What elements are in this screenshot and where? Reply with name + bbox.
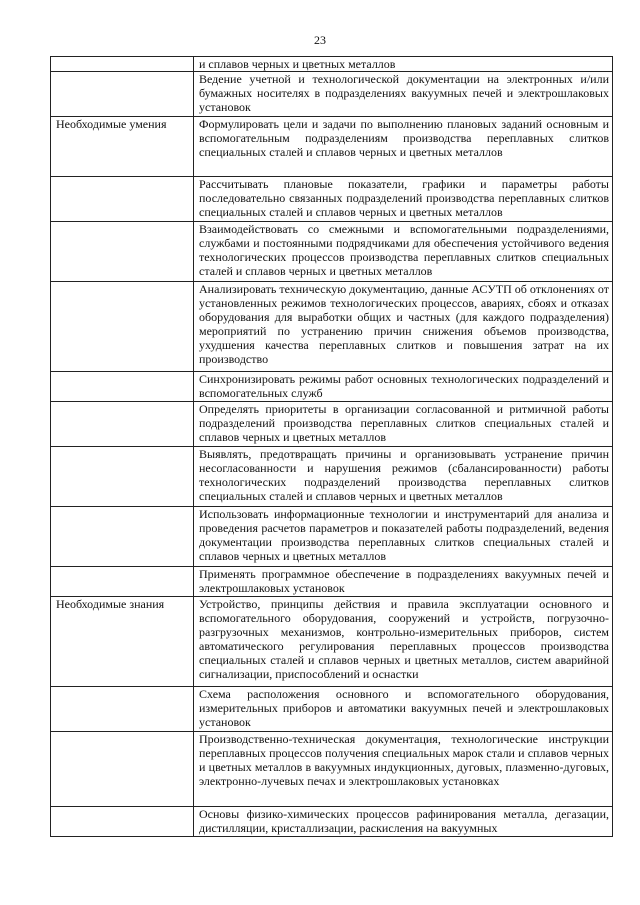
row-text: Основы физико-химических процессов рафинирования металла, дегазации, дистилляции, кристаллизации, раскисления на вакуумных xyxy=(194,807,613,837)
row-label: Необходимые умения xyxy=(51,117,194,177)
row-label xyxy=(51,687,194,732)
row-text: Формулировать цели и задачи по выполнению плановых заданий основным и вспомогательным подразделениям производства переплавных слитков специальных сталей и сплавов черных и цветных металлов xyxy=(194,117,613,177)
row-text: Анализировать техническую документацию, данные АСУТП об отклонениях от установленных режимов технологических процессов, авариях, сбоях и отказах оборудования для выработки общих и частных (для каждого подразделения) мероприятий по устранению причин снижения объемов производства, ухудшения качества переплавных слитков и повышения затрат на их производство xyxy=(194,282,613,372)
row-label xyxy=(51,282,194,372)
table-row xyxy=(51,117,613,177)
row-label xyxy=(51,402,194,447)
table-row xyxy=(51,732,613,807)
row-text: Производственно-техническая документация, технологические инструкции переплавных процессов получения специальных марок стали и сплавов черных и цветных металлов в вакуумных индукционных, дуговых, плазменно-дуговых, электронно-лучевых печах и электрошлаковых установках xyxy=(194,732,613,807)
row-text: Синхронизировать режимы работ основных технологических подразделений и вспомогательных служб xyxy=(194,372,613,402)
page-number: 23 xyxy=(314,33,326,47)
table-row xyxy=(51,807,613,837)
table-row xyxy=(51,447,613,507)
row-text: Использовать информационные технологии и инструментарий для анализа и проведения расчетов параметров и показателей работы подразделений, ведения документации производства переплавных слитков специальных сталей и сплавов черных и цветных металлов xyxy=(194,507,613,567)
row-label xyxy=(51,807,194,837)
table-row xyxy=(51,597,613,687)
row-label xyxy=(51,222,194,282)
table-row xyxy=(51,402,613,447)
row-label xyxy=(51,177,194,222)
table-row xyxy=(51,177,613,222)
table-row xyxy=(51,372,613,402)
row-text: и сплавов черных и цветных металлов xyxy=(194,57,613,72)
row-label xyxy=(51,567,194,597)
row-label xyxy=(51,507,194,567)
table-row xyxy=(51,567,613,597)
row-text: Ведение учетной и технологической документации на электронных и/или бумажных носителях в подразделениях вакуумных печей и электрошлаковых установок xyxy=(194,72,613,117)
table-row xyxy=(51,687,613,732)
row-text: Определять приоритеты в организации согласованной и ритмичной работы подразделений производства переплавных слитков специальных сталей и сплавов черных и цветных металлов xyxy=(194,402,613,447)
row-text: Применять программное обеспечение в подразделениях вакуумных печей и электрошлаковых установок xyxy=(194,567,613,597)
row-label xyxy=(51,72,194,117)
row-text: Взаимодействовать со смежными и вспомогательными подразделениями, службами и постоянными подрядчиками для обеспечения устойчивого ведения технологических процессов производства переплавных слитков специальных сталей и сплавов черных и цветных металлов xyxy=(194,222,613,282)
row-label xyxy=(51,732,194,807)
row-text: Выявлять, предотвращать причины и организовывать устранение причин несогласованности и нарушения режимов (сбалансированности) работы технологических подразделений производства переплавных слитков специальных сталей и сплавов черных и цветных металлов xyxy=(194,447,613,507)
requirements-table xyxy=(50,56,613,837)
row-text: Рассчитывать плановые показатели, графики и параметры работы последовательно связанных подразделений производства переплавных слитков специальных сталей и сплавов черных и цветных металлов xyxy=(194,177,613,222)
row-label xyxy=(51,447,194,507)
table-row xyxy=(51,57,613,72)
row-label xyxy=(51,57,194,72)
row-text: Устройство, принципы действия и правила эксплуатации основного и вспомогательного оборудования, сооружений и устройств, погрузочно-разгрузочных механизмов, контрольно-измерительных приборов, систем автоматического регулирования переплавных процессов производства специальных сталей и сплавов черных и цветных металлов, систем аварийной сигнализации, приспособлений и оснастки xyxy=(194,597,613,687)
row-text: Схема расположения основного и вспомогательного оборудования, измерительных приборов и автоматики вакуумных печей и электрошлаковых установок xyxy=(194,687,613,732)
table-row xyxy=(51,72,613,117)
table-row xyxy=(51,507,613,567)
table-row xyxy=(51,222,613,282)
row-label: Необходимые знания xyxy=(51,597,194,687)
row-label xyxy=(51,372,194,402)
table-row xyxy=(51,282,613,372)
